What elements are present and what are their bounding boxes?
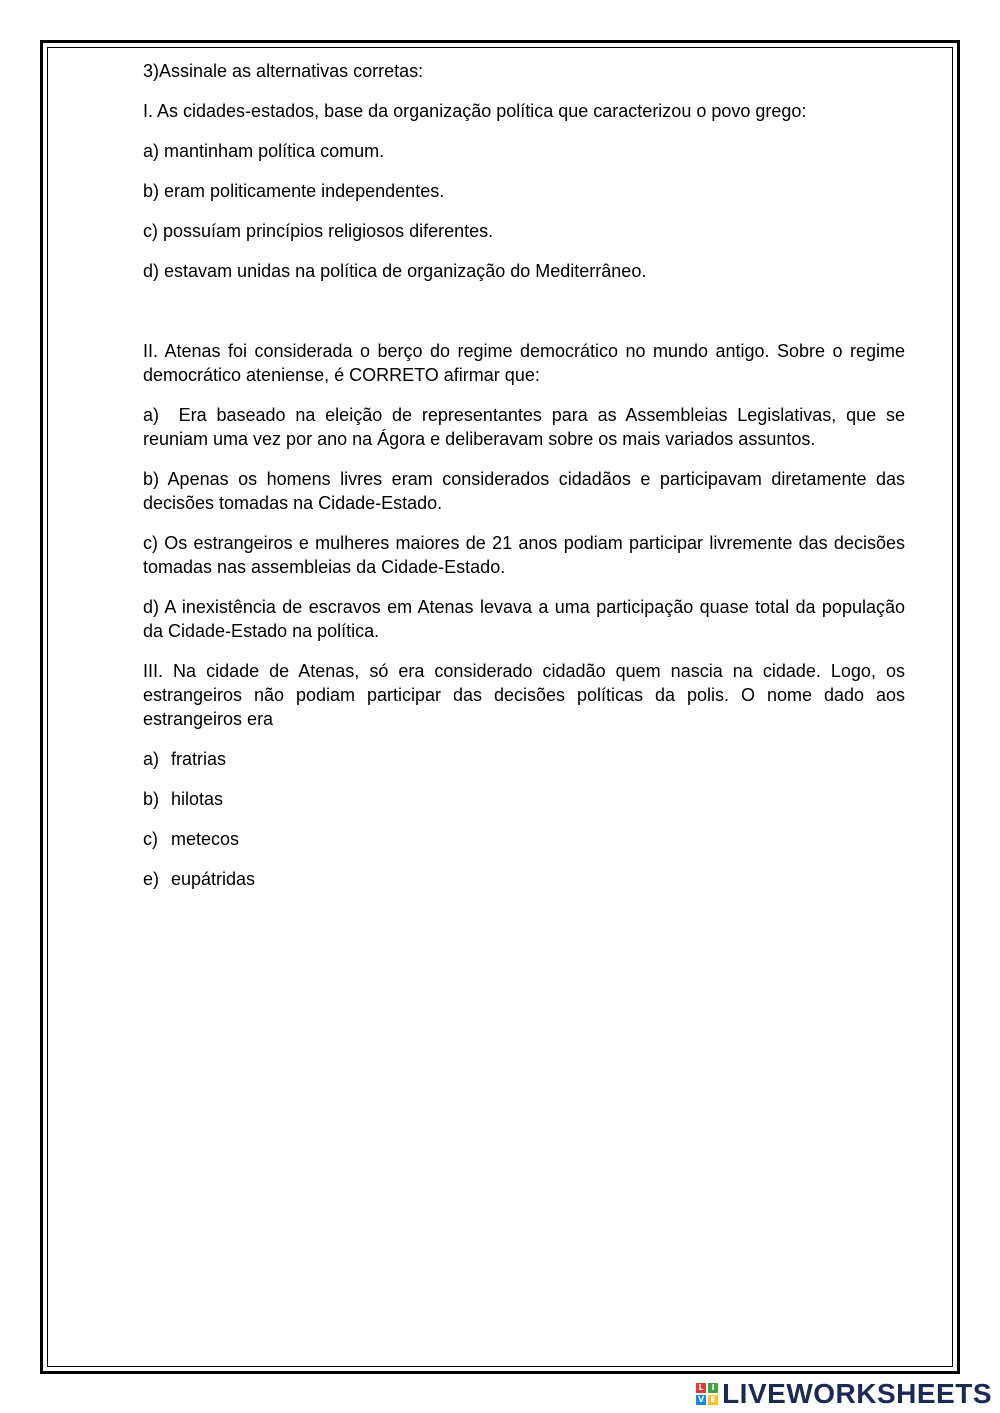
logo-mark-cell: I [708, 1383, 718, 1393]
option-text: fratrias [171, 749, 227, 769]
question-2-option-d [143, 595, 905, 643]
question-3-option-a [143, 747, 905, 771]
logo-mark-icon [696, 1383, 718, 1405]
option-text: A inexistência de escravos em Atenas levava a uma participação quase total da população da Cidade-Estado na política. [143, 597, 905, 641]
option-letter: c) [143, 829, 158, 849]
option-letter: d) [143, 261, 160, 281]
section-spacer [143, 299, 905, 339]
question-1-option-c [143, 219, 905, 243]
option-text: eram politicamente independentes. [164, 181, 445, 201]
question-2-option-b [143, 467, 905, 515]
question-3-prompt: III. Na cidade de Atenas, só era considerado cidadão quem nascia na cidade. Logo, os estrangeiros não podiam participar das decisões políticas da polis. O nome dado aos estrangeiros era [143, 661, 905, 729]
question-2-option-a [143, 403, 905, 451]
question-1-option-d [143, 259, 905, 283]
option-letter: a) [143, 141, 160, 161]
question-1-option-a [143, 139, 905, 163]
option-letter: e) [143, 869, 160, 889]
question-2-prompt: II. Atenas foi considerada o berço do regime democrático no mundo antigo. Sobre o regime democrático ateniense, é CORRETO afirmar que: [143, 341, 905, 385]
option-letter: a) [143, 405, 160, 425]
option-letter: a) [143, 749, 160, 769]
option-text: Apenas os homens livres eram considerados cidadãos e participavam diretamente das decisões tomadas na Cidade-Estado. [143, 469, 905, 513]
question-3-option-c [143, 827, 905, 851]
option-letter: c) [143, 221, 158, 241]
option-letter: d) [143, 597, 160, 617]
option-text: hilotas [171, 789, 224, 809]
logo-mark-cell: L [696, 1383, 706, 1393]
option-text: Os estrangeiros e mulheres maiores de 21 anos podiam participar livremente das decisões tomadas nas assembleias da Cidade-Estado. [143, 533, 905, 577]
question-heading: 3)Assinale as alternativas corretas: [143, 61, 424, 81]
option-text: mantinham política comum. [164, 141, 385, 161]
option-text: eupátridas [171, 869, 256, 889]
option-letter: b) [143, 181, 160, 201]
option-letter: b) [143, 469, 160, 489]
logo-text: LIVEWORKSHEETS [722, 1378, 992, 1409]
worksheet-content [143, 59, 905, 907]
question-3-option-e [143, 867, 905, 891]
option-text: estavam unidas na política de organização do Mediterrâneo. [164, 261, 647, 281]
option-letter: c) [143, 533, 158, 553]
logo-mark-cell: V [697, 1395, 705, 1404]
question-1-prompt: I. As cidades-estados, base da organização política que caracterizou o povo grego: [143, 101, 807, 121]
option-text: possuíam princípios religiosos diferentes. [163, 221, 494, 241]
question-2-option-c [143, 531, 905, 579]
option-text: Era baseado na eleição de representantes para as Assembleias Legislativas, que se reuniam uma vez por ano na Ágora e deliberavam sobre os mais variados assuntos. [143, 405, 905, 449]
liveworksheets-logo[interactable] [696, 1379, 992, 1409]
logo-mark-cell: E [708, 1395, 718, 1405]
option-text: metecos [171, 829, 240, 849]
question-1-option-b [143, 179, 905, 203]
option-letter: b) [143, 789, 160, 809]
question-3-option-b [143, 787, 905, 811]
